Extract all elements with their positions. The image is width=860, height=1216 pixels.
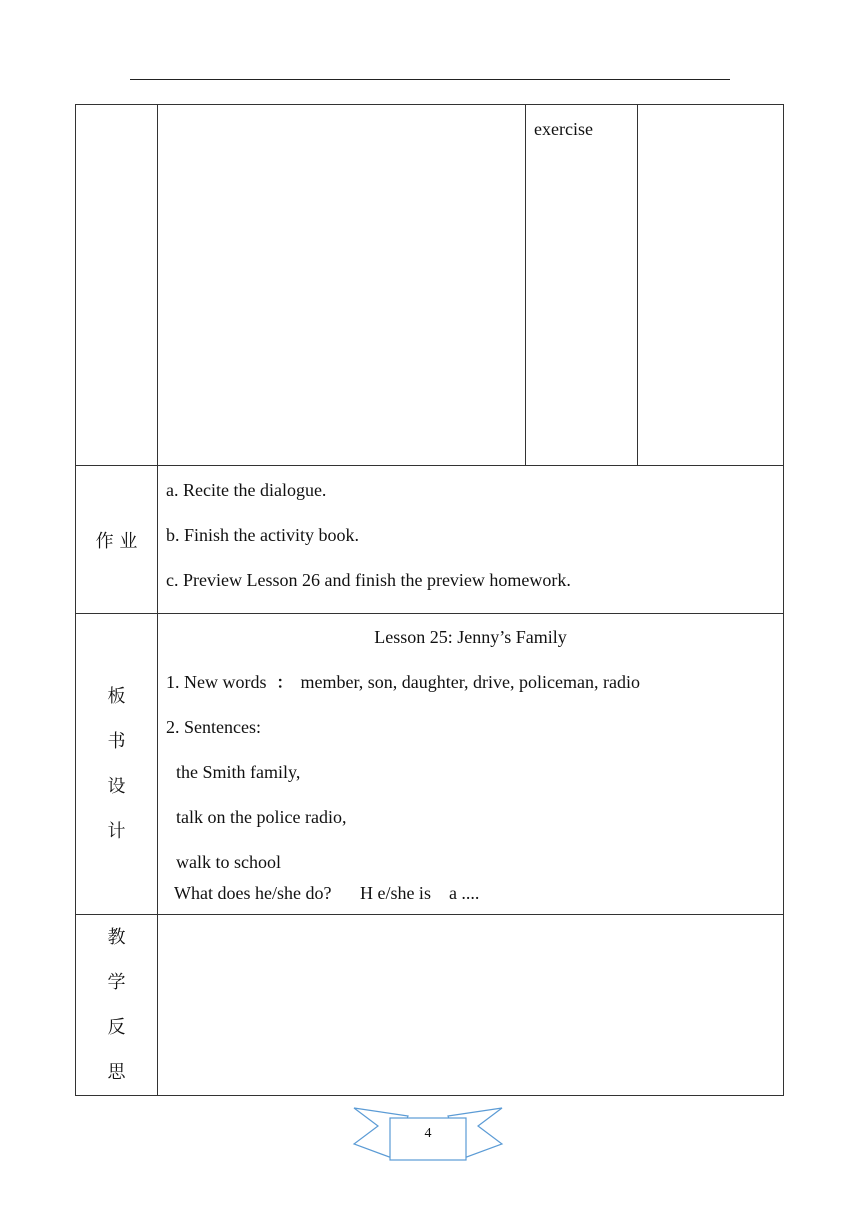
new-words-list: member, son, daughter, drive, policeman, radio	[300, 672, 640, 692]
sentences-label: 2. Sentences:	[166, 717, 261, 737]
label-char: 设	[107, 776, 126, 797]
page-number: 4	[424, 1126, 432, 1141]
activity-label-cell	[76, 105, 158, 466]
homework-item: c. Preview Lesson 26 and finish the preview homework.	[166, 570, 571, 590]
board-design-content	[158, 614, 784, 915]
new-words-line	[166, 669, 783, 714]
new-words-label: 1. New words	[166, 672, 267, 692]
label-char: 学	[107, 972, 126, 993]
activity-type-cell	[526, 105, 638, 466]
phrase-line: walk to school	[176, 852, 281, 872]
homework-row	[76, 466, 784, 614]
colon: ：	[276, 673, 293, 692]
answer-text: H e/she is a ....	[359, 883, 480, 903]
lesson-plan-table	[75, 104, 784, 1096]
reflection-label	[76, 915, 158, 1096]
homework-content	[158, 466, 784, 614]
phrase-line: talk on the police radio,	[176, 807, 347, 827]
phrase-line: the Smith family,	[176, 762, 301, 782]
reflection-row	[76, 915, 784, 1096]
label-char: 板	[107, 686, 126, 707]
label-char: 计	[107, 821, 126, 842]
homework-item: a. Recite the dialogue.	[166, 480, 327, 500]
question-text: What does he/she do?	[174, 883, 332, 903]
label-char: 教	[107, 927, 126, 948]
activity-type-text: exercise	[534, 119, 593, 139]
label-char: 思	[107, 1062, 126, 1083]
page-footer	[352, 1104, 504, 1164]
homework-item: b. Finish the activity book.	[166, 525, 359, 545]
label-char: 书	[107, 731, 126, 752]
question-answer-line	[166, 883, 783, 913]
board-title: Lesson 25: Jenny’s Family	[374, 627, 567, 647]
activity-row	[76, 105, 784, 466]
board-design-row	[76, 614, 784, 915]
board-design-label	[76, 614, 158, 915]
activity-content-cell	[158, 105, 526, 466]
activity-notes-cell	[638, 105, 784, 466]
label-char: 反	[107, 1017, 126, 1038]
homework-label: 作 业	[76, 466, 158, 614]
reflection-content	[158, 915, 784, 1096]
header-rule	[130, 79, 730, 80]
